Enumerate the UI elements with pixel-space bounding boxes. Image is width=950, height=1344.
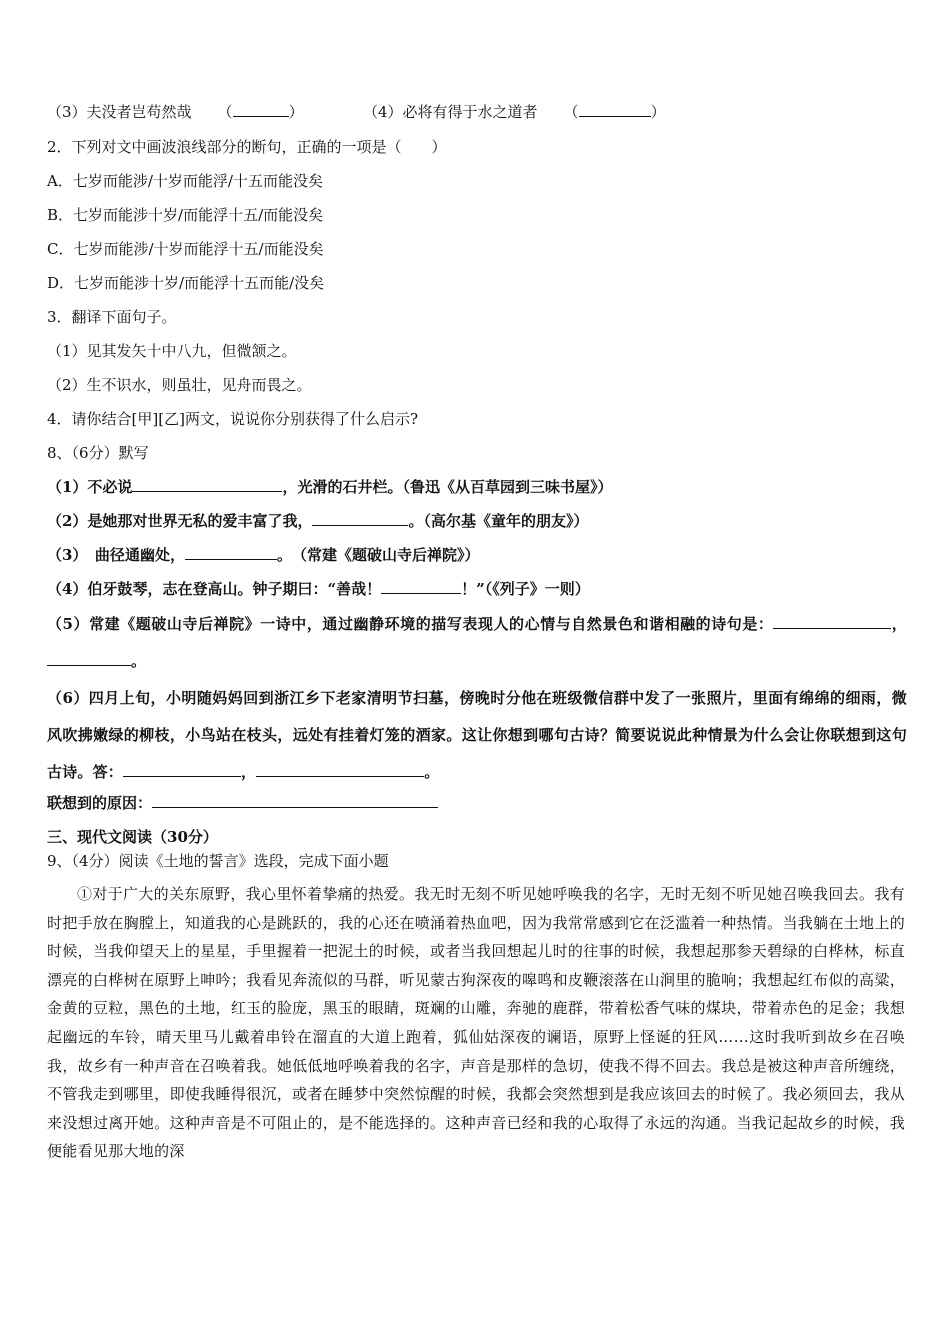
q8-stem: 8、（6分）默写 xyxy=(47,444,149,462)
answer-blank[interactable] xyxy=(123,762,241,777)
q2-stem: 2．下列对文中画波浪线部分的断句，正确的一项是（ ） xyxy=(47,138,447,156)
q3-stem: 3．翻译下面句子。 xyxy=(47,308,177,326)
q3-sentence-1: （1）见其发矢十中八九，但微颔之。 xyxy=(47,342,297,360)
q1-item-4-text: （4）必将有得于水之道者 xyxy=(363,103,538,121)
answer-blank[interactable] xyxy=(312,511,408,526)
answer-blank[interactable] xyxy=(233,102,289,117)
q4-stem: 4．请你结合[甲][乙]两文，说说你分别获得了什么启示? xyxy=(47,410,418,428)
q2-option-b: B．七岁而能涉十岁/而能浮十五/而能没矣 xyxy=(47,206,324,224)
q8-line-4: （4）伯牙鼓琴，志在登高山。钟子期曰：“善哉！ ！”（《列子》一则） xyxy=(47,580,590,598)
q2-option-c: C．七岁而能涉/十岁而能浮十五/而能没矣 xyxy=(47,240,324,258)
answer-blank[interactable] xyxy=(47,651,131,666)
q8-line-1: （1）不必说 ，光滑的石井栏。（鲁迅《从百草园到三味书屋》） xyxy=(47,478,613,496)
q2-option-a: A．七岁而能涉/十岁而能浮/十五而能没矣 xyxy=(47,172,323,190)
q9-stem: 9、（4分）阅读《土地的誓言》选段，完成下面小题 xyxy=(47,852,389,870)
answer-blank[interactable] xyxy=(773,614,865,629)
q8-line-6: （6）四月上旬，小明随妈妈回到浙江乡下老家清明节扫墓，傍晚时分他在班级微信群中发了一张照片，里面有绵绵的细雨，微风吹拂嫩绿的柳枝，小鸟站在枝头，远处有挂着灯笼的酒家。这让你想到哪句古诗？简要说说此种情景为什么会让你联想到这句古诗。答： ， 。 xyxy=(47,689,907,781)
q3-sentence-2: （2）生不识水，则虽壮，见舟而畏之。 xyxy=(47,376,312,394)
q8-line-7: 联想到的原因： xyxy=(47,793,438,813)
q1-item-3-text: （3）夫没者岂苟然哉 xyxy=(47,103,192,121)
answer-blank[interactable] xyxy=(579,102,651,117)
q8-line-3: （3） 曲径通幽处， 。 （常建《题破山寺后禅院》） xyxy=(47,546,480,564)
q1-item-4: （4）必将有得于水之道者 （ ） xyxy=(363,103,666,121)
q2-option-d: D．七岁而能涉十岁/而能浮十五而能/没矣 xyxy=(47,274,325,292)
answer-blank[interactable] xyxy=(185,545,277,560)
q8-line-2: （2）是她那对世界无私的爱丰富了我， 。（高尔基《童年的朋友》） xyxy=(47,512,589,530)
answer-blank[interactable] xyxy=(865,614,891,629)
answer-blank[interactable] xyxy=(256,762,424,777)
section-3-heading: 三、现代文阅读（30分） xyxy=(47,828,218,846)
answer-blank[interactable] xyxy=(132,477,282,492)
q8-line-5: （5）常建《题破山寺后禅院》一诗中，通过幽静环境的描写表现人的心情与自然景色和谐相融的诗句是： ，。 xyxy=(47,615,908,670)
answer-blank[interactable] xyxy=(152,793,438,808)
reading-passage: ①对于广大的关东原野，我心里怀着挚痛的热爱。我无时无刻不听见她呼唤我的名字，无时无刻不听见她召唤我回去。我有时把手放在胸膛上，知道我的心是跳跃的，我的心还在喷涌着热血吧，因为我常常感到它在泛滥着一种热情。当我躺在土地上的时候，当我仰望天上的星星，手里握着一把泥土的时候，或者当我回想起儿时的往事的时候，我想起那参天碧绿的白桦林，标直漂亮的白桦树在原野上呻吟；我看见奔流似的马群，听见蒙古狗深夜的嗥鸣和皮鞭滚落在山涧里的脆响；我想起红布似的高粱，金黄的豆粒，黑色的土地，红玉的脸庞，黑玉的眼睛，斑斓的山雕，奔驰的鹿群，带着松香气味的煤块，带着赤色的足金；我想起幽远的车铃，晴天里马儿戴着串铃在溜直的大道上跑着，狐仙姑深夜的谰语，原野上怪诞的狂风……这时我听到故乡在召唤我，故乡有一种声音在召唤着我。她低低地呼唤着我的名字，声音是那样的急切，使我不得不回去。我总是被这种声音所缠绕，不管我走到哪里，即使我睡得很沉，或者在睡梦中突然惊醒的时候，我都会突然想到是我应该回去的时候了。我必须回去，我从来没想过离开她。这种声音是不可阻止的，是不能选择的。这种声音已经和我的心取得了永远的沟通。当我记起故乡的时候，我便能看见那大地的深 xyxy=(47,885,905,1161)
q1-item-3: （3）夫没者岂苟然哉 （ ） xyxy=(47,103,304,121)
answer-blank[interactable] xyxy=(381,579,461,594)
